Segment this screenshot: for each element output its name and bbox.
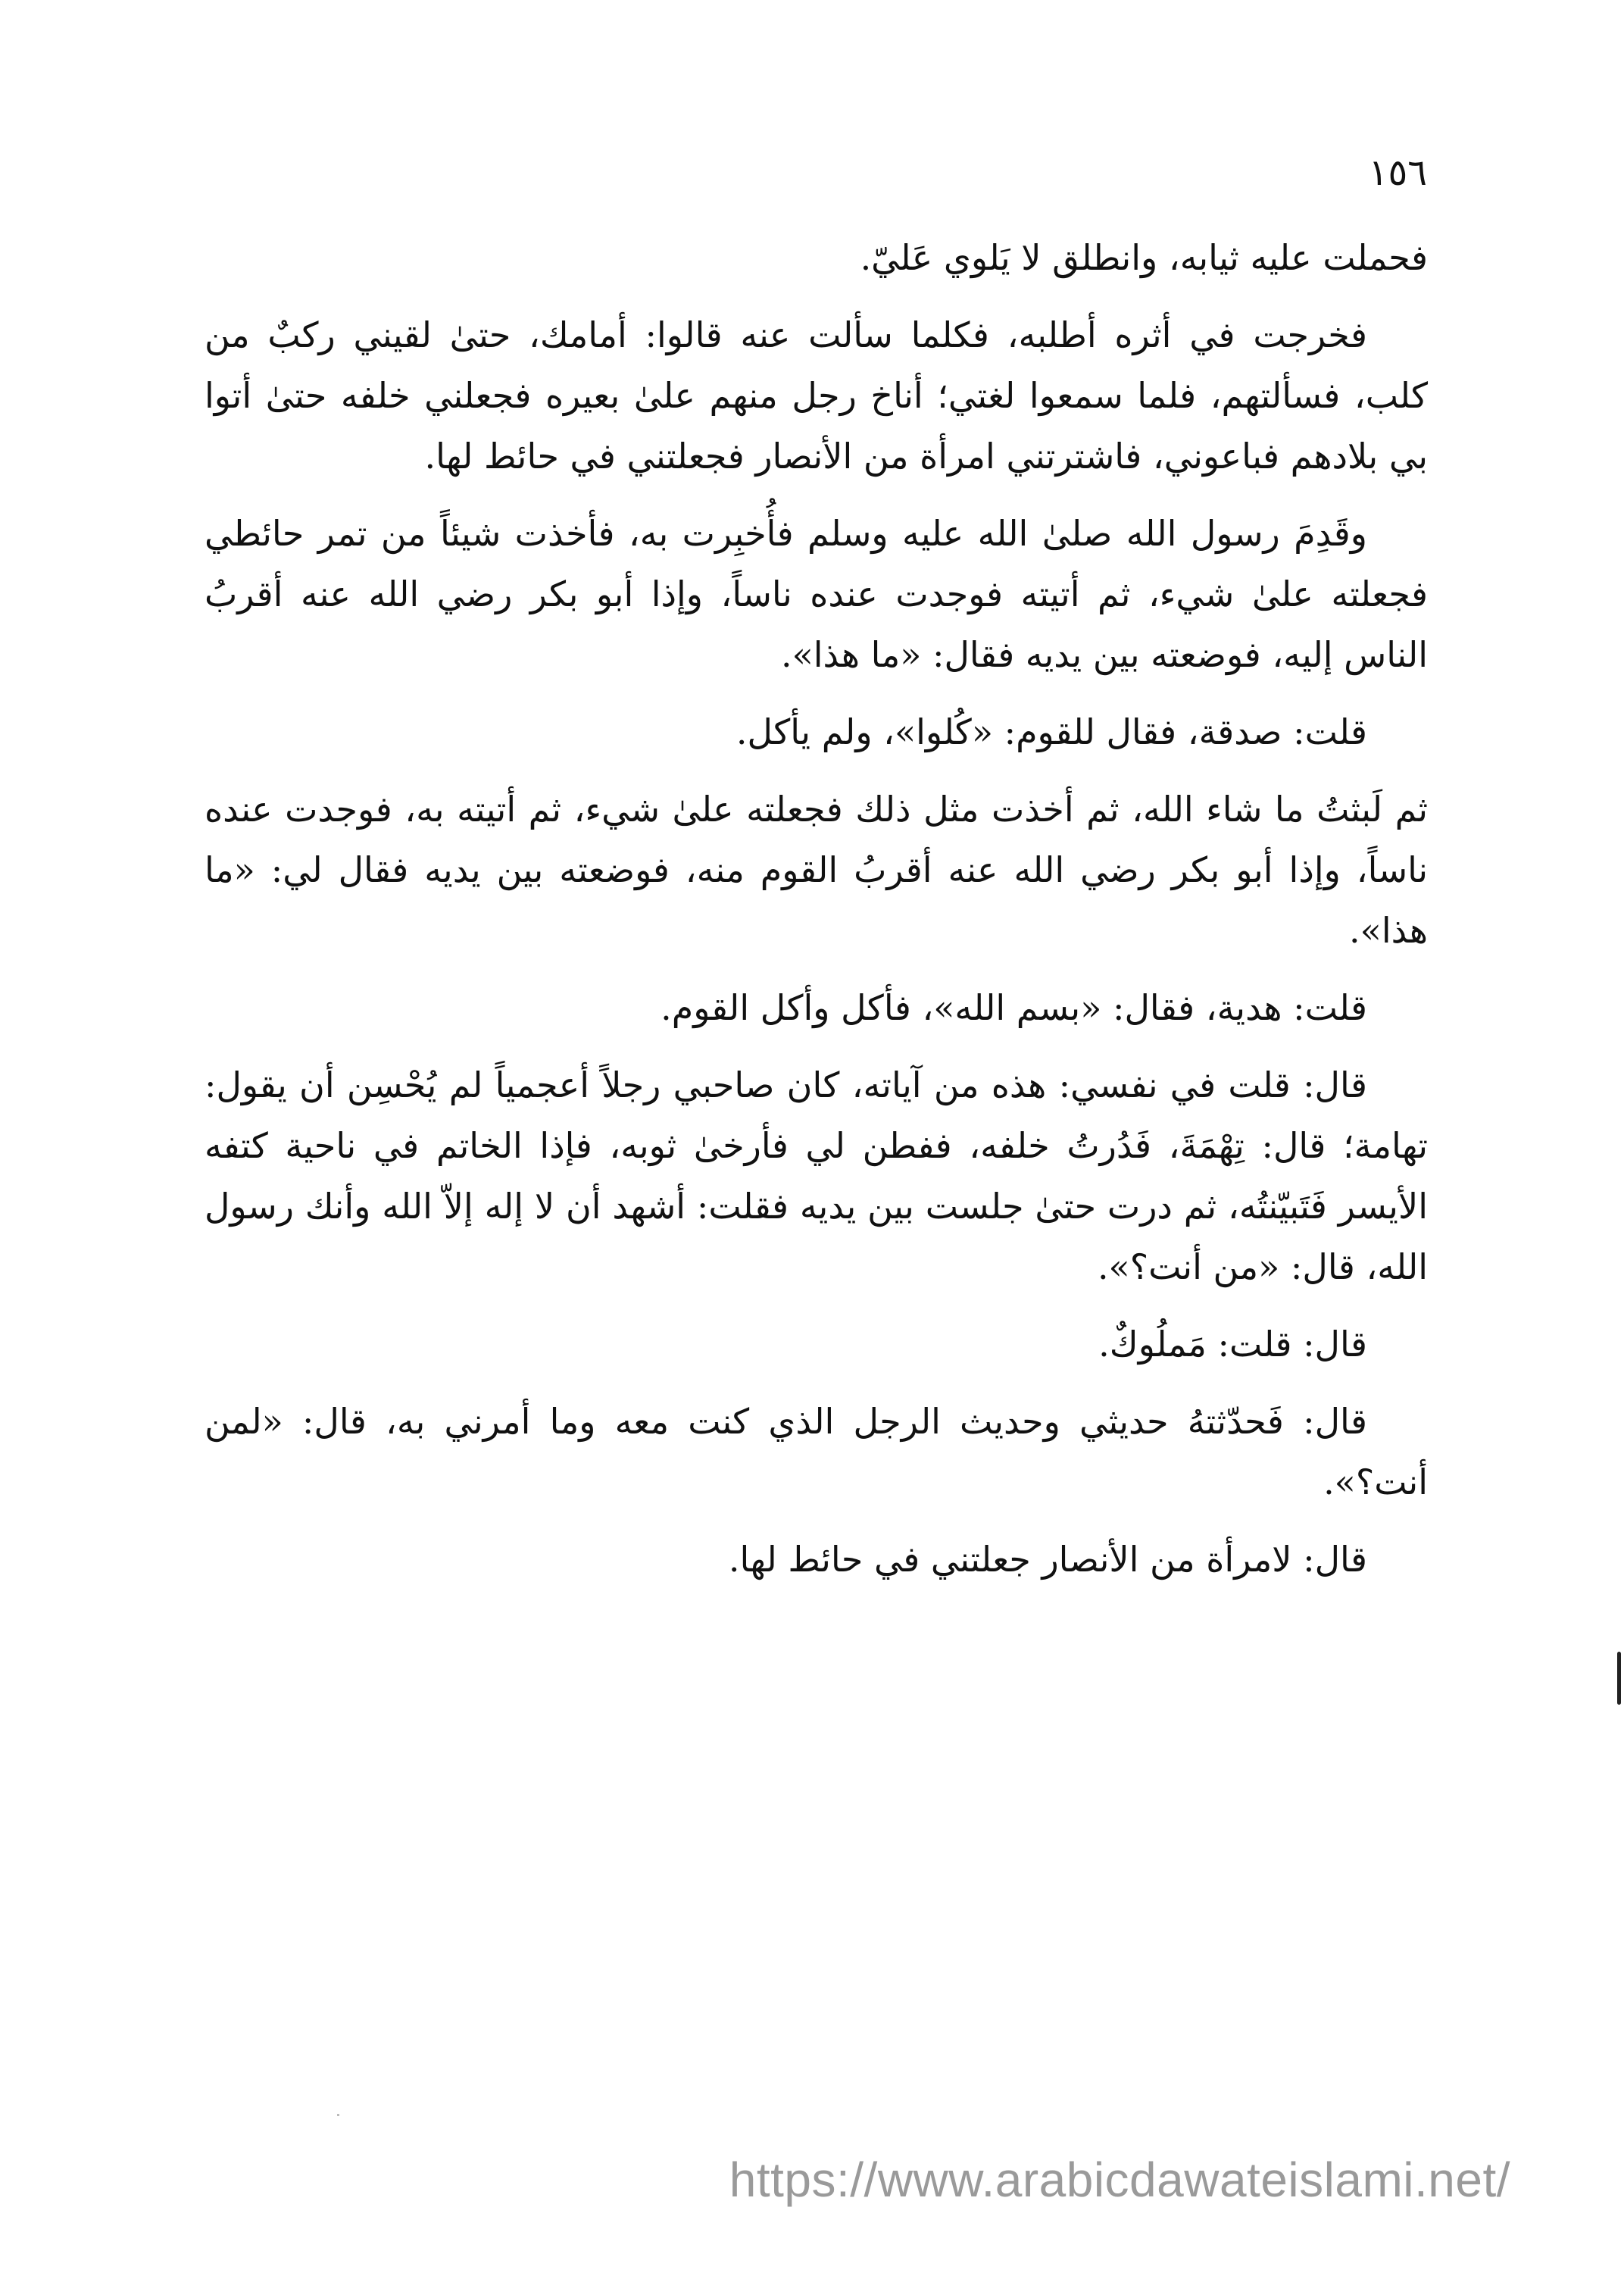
paragraph-1: فحملت عليه ثيابه، وانطلق لا يَلوي عَليّ. [860,237,1428,278]
paragraph-6: قلت: هدية، فقال: «بسم الله»، فأكل وأكل القوم. [661,987,1367,1028]
body-text [205,227,1428,1606]
paragraph-4: قلت: صدقة، فقال للقوم: «كُلوا»، ولم يأكل. [735,711,1367,752]
page-number: ١٥٦ [1368,152,1427,194]
paragraph-9: قال: فَحدّثتهُ حديثي وحديث الرجل الذي كنت معه وما أمرني به، قال: «لمن أنت؟». [205,1401,1428,1502]
paragraph-8: قال: قلت: مَملُوكٌ. [1098,1324,1367,1365]
source-url-watermark: https://www.arabicdawateislami.net/ [729,2153,1510,2207]
scan-edge-mark [1617,1652,1621,1705]
paragraph-2: فخرجت في أثره أطلبه، فكلما سألت عنه قالوا: أمامك، حتىٰ لقيني ركبٌ من كلب، فسألتهم، فلما سمعوا لغتي؛ أناخ رجل منهم علىٰ بعيره فجعلني خلفه حتىٰ أتوا بي بلادهم فباعوني، فاشترتني امرأة من الأنصار فجعلتني في حائط لها. [205,314,1428,477]
paragraph-7: قال: قلت في نفسي: هذه من آياته، كان صاحبي رجلاً أعجمياً لم يُحْسِن أن يقول: تهامة؛ قال: تِهْمَةَ، فَدُرتُ خلفه، ففطن لي فأرخىٰ ثوبه، فإذا الخاتم في ناحية كتفه الأيسر فَتَبيّنتُه، ثم درت حتىٰ جلست بين يديه فقلت: أشهد أن لا إله إلاّ الله وأنك رسول الله، قال: «من أنت؟». [205,1065,1428,1287]
paragraph-5: ثم لَبثتُ ما شاء الله، ثم أخذت مثل ذلك فجعلته علىٰ شيء، ثم أتيته به، فوجدت عنده ناساً، وإذا أبو بكر رضي الله عنه أقربُ القوم منه، فوضعته بين يديه فقال لي: «ما هذا». [205,789,1428,951]
scan-speck [337,2114,339,2116]
paragraph-10: قال: لامرأة من الأنصار جعلتني في حائط لها. [728,1539,1367,1580]
paragraph-3: وقَدِمَ رسول الله صلىٰ الله عليه وسلم فأُخبِرت به، فأخذت شيئاً من تمر حائطي فجعلته علىٰ شيء، ثم أتيته فوجدت عنده ناساً، وإذا أبو بكر رضي الله عنه أقربُ الناس إليه، فوضعته بين يديه فقال: «ما هذا». [205,513,1428,675]
